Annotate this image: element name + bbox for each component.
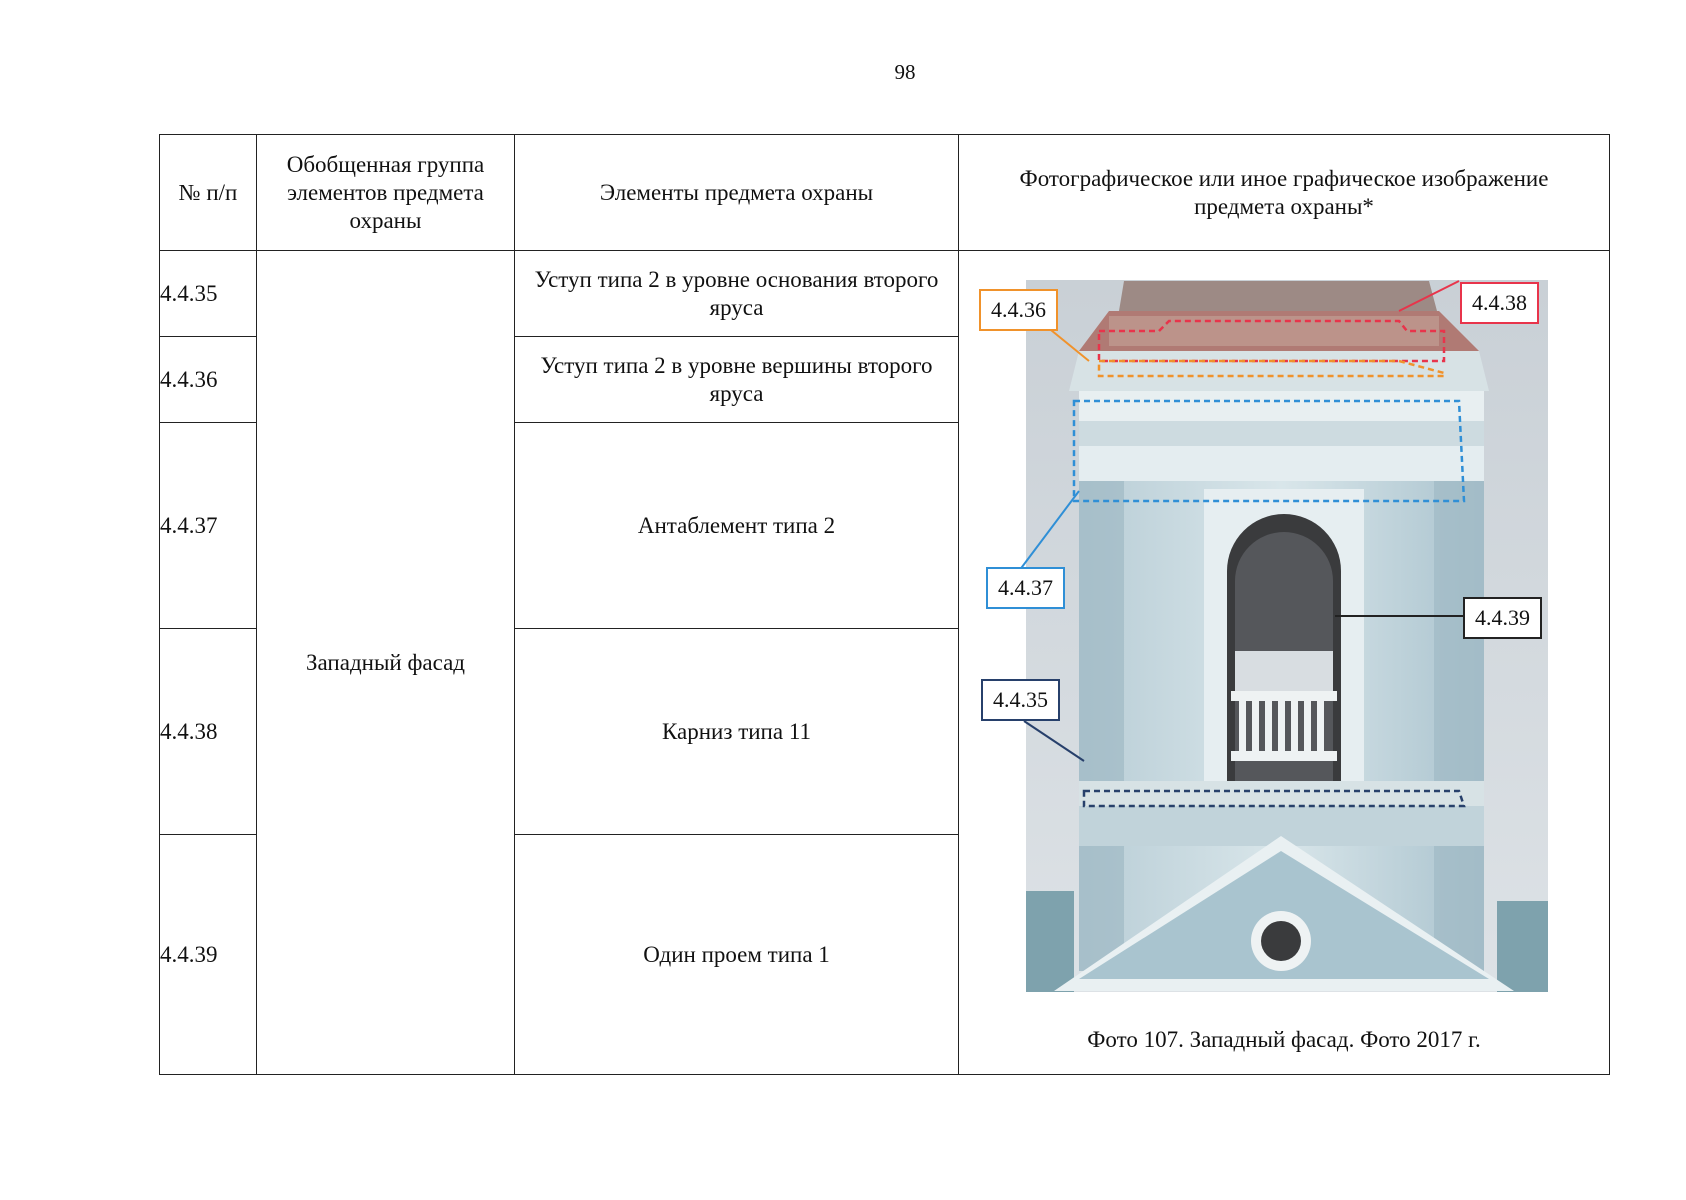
header-row <box>160 135 1610 251</box>
element-cell: Уступ типа 2 в уровне вершины второго яруса <box>515 337 959 423</box>
photo-caption: Фото 107. Западный фасад. Фото 2017 г. <box>1087 1027 1481 1052</box>
group-cell: Западный фасад <box>257 251 515 1075</box>
element-cell: Уступ типа 2 в уровне основания второго яруса <box>515 251 959 337</box>
callout-4-4-37: 4.4.37 <box>986 567 1065 609</box>
table-row <box>160 251 1610 337</box>
protection-table <box>159 134 1610 1075</box>
callout-4-4-36: 4.4.36 <box>979 289 1058 331</box>
element-cell: Антаблемент типа 2 <box>515 423 959 629</box>
header-photo: Фотографическое или иное графическое изображение предмета охраны* <box>959 135 1610 251</box>
callout-4-4-35: 4.4.35 <box>981 679 1060 721</box>
element-cell: Один проем типа 1 <box>515 835 959 1075</box>
photo-cell <box>959 251 1610 1075</box>
header-num: № п/п <box>160 135 257 251</box>
page-number: 98 <box>894 60 916 84</box>
row-number: 4.4.39 <box>160 835 257 1075</box>
callout-4-4-39: 4.4.39 <box>1463 597 1542 639</box>
row-number: 4.4.37 <box>160 423 257 629</box>
callout-4-4-38: 4.4.38 <box>1460 282 1539 324</box>
row-number: 4.4.38 <box>160 629 257 835</box>
belfry-photo <box>959 251 1609 1071</box>
row-number: 4.4.36 <box>160 337 257 423</box>
photo-frame <box>959 251 1609 1071</box>
header-elements: Элементы предмета охраны <box>515 135 959 251</box>
header-group: Обобщенная группа элементов предмета охраны <box>257 135 515 251</box>
row-number: 4.4.35 <box>160 251 257 337</box>
element-cell: Карниз типа 11 <box>515 629 959 835</box>
